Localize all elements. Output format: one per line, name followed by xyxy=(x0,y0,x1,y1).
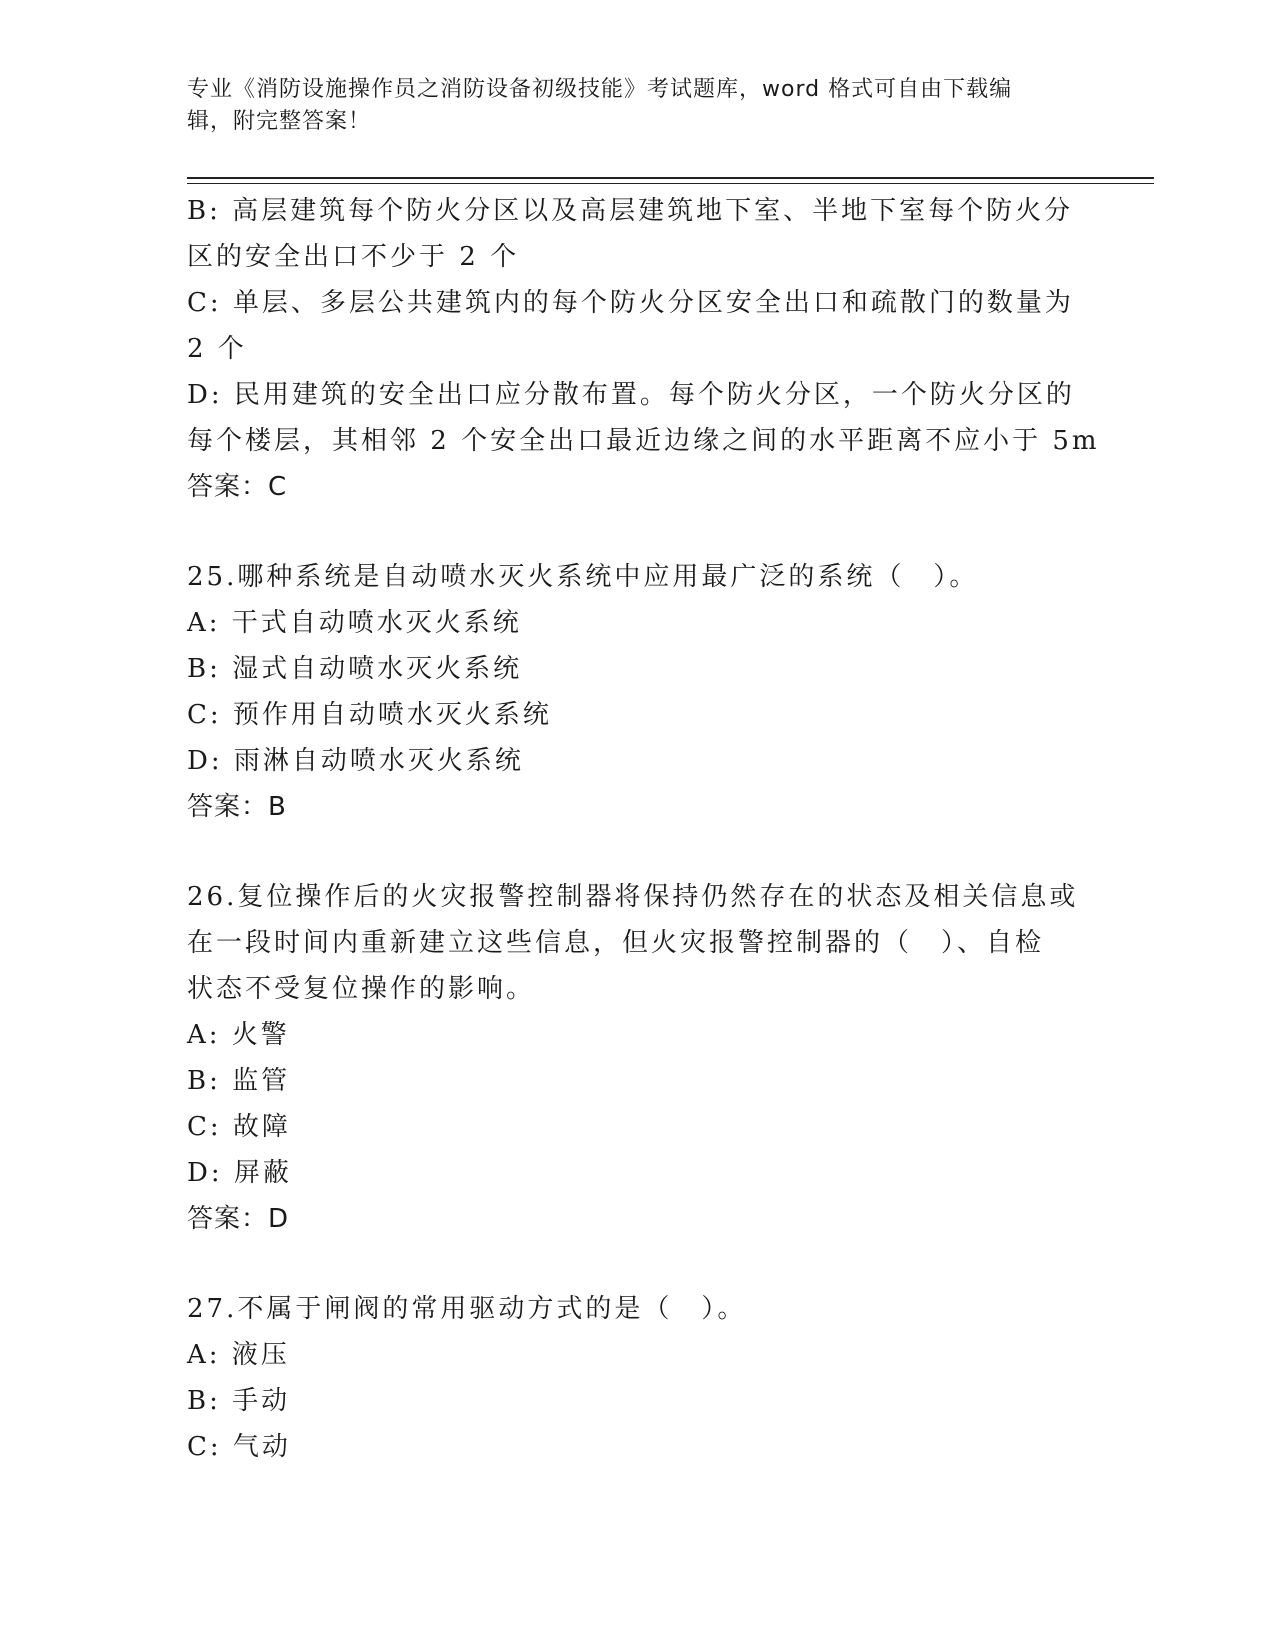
question-content xyxy=(187,188,1100,1470)
question-stem-line-2: 在一段时间内重新建立这些信息，但火灾报警控制器的（ ）、自检 xyxy=(187,928,1045,958)
answer: 答案：D xyxy=(187,1204,290,1234)
option-c-line-1: C: 单层、多层公共建筑内的每个防火分区安全出口和疏散门的数量为 xyxy=(187,288,1074,318)
question-24 xyxy=(187,188,1100,510)
option-b-line-1: B: 高层建筑每个防火分区以及高层建筑地下室、半地下室每个防火分 xyxy=(187,196,1074,226)
option-d-line-1: D: 民用建筑的安全出口应分散布置。每个防火分区，一个防火分区的 xyxy=(187,380,1075,410)
header-rule-thick xyxy=(187,177,1154,179)
question-27 xyxy=(187,1286,1087,1470)
option-b-line-2: 区的安全出口不少于 2 个 xyxy=(187,242,520,272)
question-26 xyxy=(187,874,1087,1242)
spacer xyxy=(187,1242,1087,1286)
option-b: B: 监管 xyxy=(187,1066,291,1096)
option-b: B: 手动 xyxy=(187,1386,291,1416)
option-d: D: 雨淋自动喷水灭火系统 xyxy=(187,746,524,776)
question-stem-line-3: 状态不受复位操作的影响。 xyxy=(187,974,536,1004)
option-c-line-2: 2 个 xyxy=(187,334,247,364)
option-b: B: 湿式自动喷水灭火系统 xyxy=(187,654,523,684)
option-d: D: 屏蔽 xyxy=(187,1158,292,1188)
option-a: A: 火警 xyxy=(187,1020,290,1050)
header-line-1: 专业《消防设施操作员之消防设备初级技能》考试题库，word 格式可自由下载编 xyxy=(187,77,1013,102)
question-stem-line-1: 26.复位操作后的火灾报警控制器将保持仍然存在的状态及相关信息或 xyxy=(187,882,1079,912)
question-stem: 25.哪种系统是自动喷水灭火系统中应用最广泛的系统（ ）。 xyxy=(187,562,979,592)
page-header xyxy=(187,74,1067,138)
header-rule-thin xyxy=(187,183,1154,184)
option-c: C: 预作用自动喷水灭火系统 xyxy=(187,700,552,730)
question-stem: 27.不属于闸阀的常用驱动方式的是（ ）。 xyxy=(187,1294,747,1324)
option-c: C: 气动 xyxy=(187,1432,291,1462)
option-d-line-2: 每个楼层，其相邻 2 个安全出口最近边缘之间的水平距离不应小于 5m xyxy=(187,426,1100,456)
option-a: A: 干式自动喷水灭火系统 xyxy=(187,608,522,638)
option-c: C: 故障 xyxy=(187,1112,291,1142)
question-25 xyxy=(187,554,1087,830)
option-a: A: 液压 xyxy=(187,1340,290,1370)
answer: 答案：B xyxy=(187,792,287,822)
answer: 答案：C xyxy=(187,472,288,502)
spacer xyxy=(187,510,1087,554)
header-line-2: 辑，附完整答案！ xyxy=(187,109,372,134)
spacer xyxy=(187,830,1087,874)
